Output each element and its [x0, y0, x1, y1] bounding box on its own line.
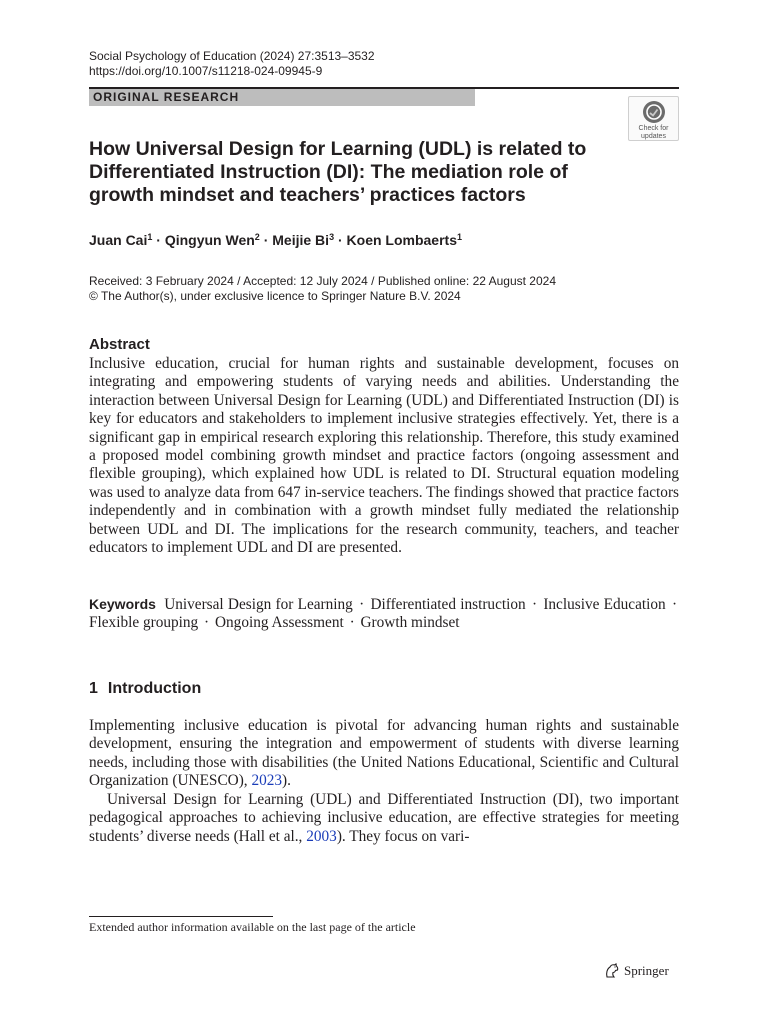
- author-affiliation: 3: [329, 232, 335, 242]
- keyword: Inclusive Education: [543, 596, 666, 613]
- section-heading: [89, 679, 201, 699]
- author-name[interactable]: Koen Lombaerts: [346, 232, 457, 248]
- author-name[interactable]: Juan Cai: [89, 232, 148, 248]
- abstract-text: Inclusive education, crucial for human rights and sustainable development, focuses on integrating and empowering students of varying needs and abilities. Understanding the interaction between Universal Design for Learning (UDL) and Differentiated Instruction (DI) is key for educators and stakeholders to implement inclusive strategies effectively. Yet, there is a significant gap in empirical research exploring this relationship. Therefore, this study examined a proposed model combining growth mindset and practice factors (ongoing assessment and flexible grouping), which explained how UDL is related to DI. Structural equation modeling was used to analyze data from 647 in-service teachers. The findings showed that practice factors independently and in combination with a growth mindset fully mediated the relationship between UDL and DI. The implications for the research community, teachers, and teacher educators to implement UDL and DI are presented.: [89, 355, 679, 557]
- keyword-separator: ·: [531, 596, 538, 613]
- keyword-separator: ·: [671, 596, 678, 613]
- author-separator: ·: [263, 232, 269, 248]
- publication-dates: Received: 3 February 2024 / Accepted: 12 July 2024 / Published online: 22 August 2024: [89, 274, 556, 288]
- article-type-banner: ORIGINAL RESEARCH: [89, 89, 475, 106]
- abstract-heading: Abstract: [89, 336, 150, 353]
- paragraph-text: ).: [282, 772, 291, 790]
- keywords-block: [89, 595, 679, 633]
- keyword-separator: ·: [359, 596, 365, 613]
- intro-paragraph: [89, 717, 679, 791]
- check-for-updates-badge[interactable]: [628, 96, 679, 141]
- citation-link[interactable]: 2023: [251, 772, 283, 790]
- keyword: Universal Design for Learning: [164, 596, 353, 613]
- keyword: Flexible grouping: [89, 614, 199, 632]
- author-separator: ·: [337, 232, 343, 248]
- paragraph-text: Implementing inclusive education is pivotal for advancing human rights and sustainable development, ensuring the integration and empowerment of students with diverse learning needs, including those with disabilities (the United Nations Educational, Scientific and Cultural Organization (UNESCO),: [89, 717, 679, 790]
- article-title: How Universal Design for Learning (UDL) is related to Differentiated Instruction (DI): The mediation role of growth mindset and teachers’ practices factors: [89, 138, 587, 206]
- keyword: Differentiated instruction: [370, 596, 526, 613]
- author-affiliation: 1: [147, 232, 153, 242]
- doi-link[interactable]: https://doi.org/10.1007/s11218-024-09945-9: [89, 64, 323, 78]
- section-title: Introduction: [107, 680, 202, 697]
- journal-citation: Social Psychology of Education (2024) 27:3513–3532: [89, 49, 375, 63]
- author-name[interactable]: Meijie Bi: [272, 232, 330, 248]
- author-list: [89, 231, 462, 249]
- author-affiliation: 1: [457, 232, 463, 242]
- keyword: Growth mindset: [360, 614, 460, 632]
- author-affiliation: 2: [254, 232, 260, 242]
- keyword-separator: ·: [204, 614, 210, 632]
- author-separator: ·: [156, 232, 161, 248]
- keyword-separator: ·: [349, 614, 355, 632]
- check-for-updates-label: Check for updates: [638, 125, 669, 140]
- paragraph-text: ). They focus on vari-: [336, 827, 470, 845]
- author-name[interactable]: Qingyun Wen: [164, 232, 255, 248]
- springer-horse-icon: [604, 963, 620, 979]
- section-number: 1: [89, 680, 98, 697]
- citation-link[interactable]: 2003: [306, 827, 337, 845]
- publisher-mark: [604, 962, 669, 980]
- keyword: Ongoing Assessment: [214, 614, 344, 632]
- copyright-notice: © The Author(s), under exclusive licence to Springer Nature B.V. 2024: [89, 289, 461, 303]
- crossmark-icon: [642, 100, 666, 124]
- intro-paragraph: [89, 791, 679, 846]
- keywords-label: Keywords: [89, 596, 156, 612]
- footnote: Extended author information available on the last page of the article: [89, 920, 416, 934]
- paragraph-text: Universal Design for Learning (UDL) and Differentiated Instruction (DI), two important pedagogical approaches to achieving inclusive education, are effective strategies for meeting students’ diverse needs (Hall et al.,: [89, 791, 679, 845]
- footnote-divider: [89, 916, 273, 917]
- publisher-name: Springer: [624, 963, 669, 978]
